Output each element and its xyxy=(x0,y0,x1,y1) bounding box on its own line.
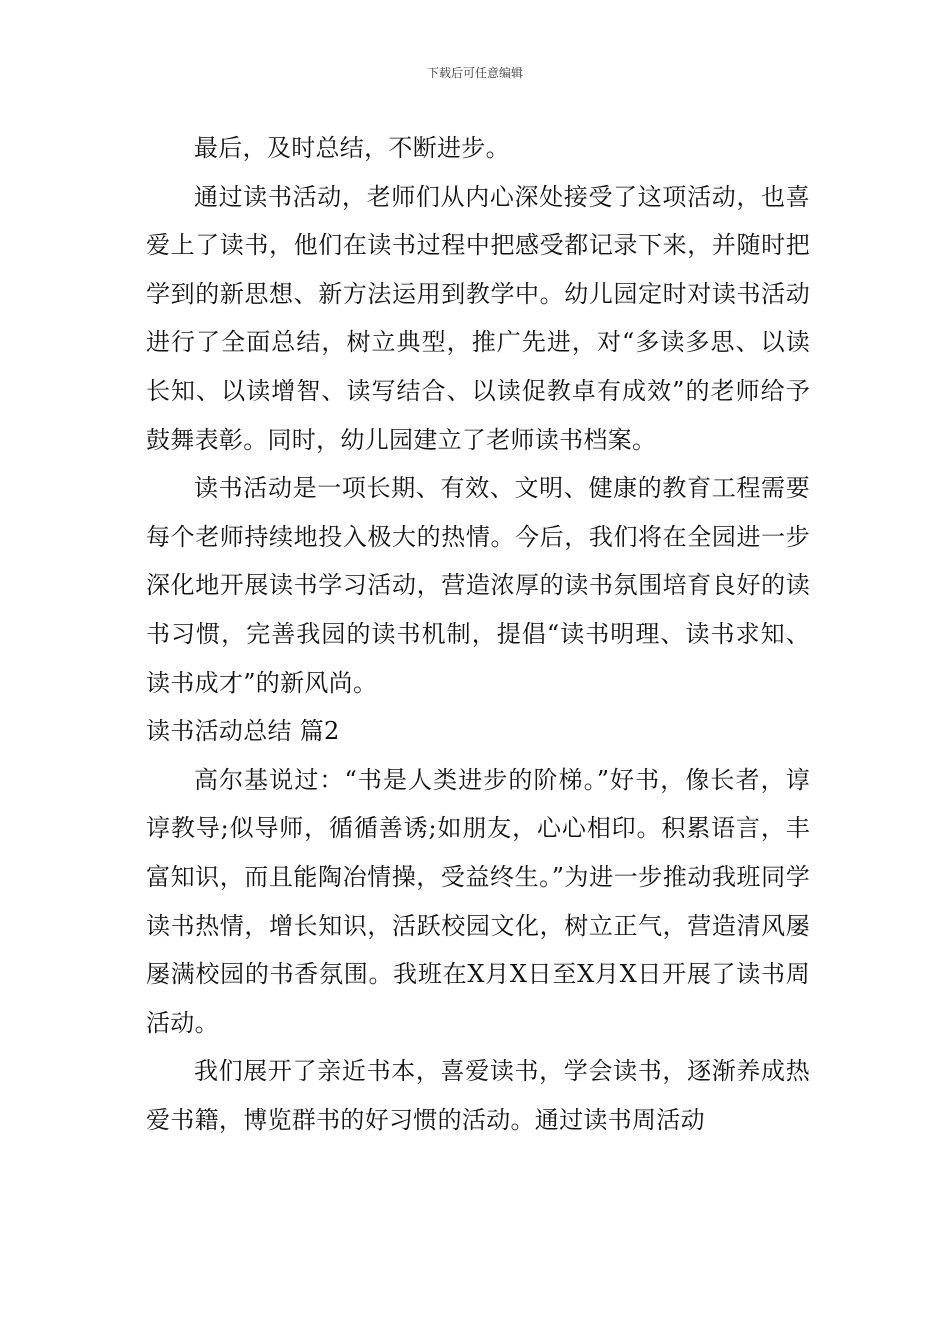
section-heading: 读书活动总结 篇2 xyxy=(146,717,340,746)
document-body xyxy=(146,124,810,1144)
paragraph: 我们展开了亲近书本，喜爱读书，学会读书，逐渐养成热爱书籍，博览群书的好习惯的活动。通过读书周活动 xyxy=(146,1057,810,1134)
paragraph: 最后，及时总结，不断进步。 xyxy=(194,134,510,162)
page-header-note: 下载后可任意编辑 xyxy=(426,66,523,80)
paragraph: 高尔基说过：“书是人类进步的阶梯。”好书，像长者，谆谆教导;似导师，循循善诱;如朋友，心心相印。积累语言，丰富知识，而且能陶冶情操，受益终生。”为进一步推动我班同学读书热情，增长知识，活跃校园文化，树立正气，营造清风屡屡满校园的书香氛围。我班在X月X日至X月X日开展了读书周活动。 xyxy=(146,765,810,1037)
paragraph: 读书活动是一项长期、有效、文明、健康的教育工程需要每个老师持续地投入极大的热情。今后，我们将在全园进一步深化地开展读书学习活动，营造浓厚的读书氛围培育良好的读书习惯，完善我园的读书机制，提倡“读书明理、读书求知、读书成才”的新风尚。 xyxy=(146,474,810,697)
paragraph: 通过读书活动，老师们从内心深处接受了这项活动，也喜爱上了读书，他们在读书过程中把感受都记录下来，并随时把学到的新思想、新方法运用到教学中。幼儿园定时对读书活动进行了全面总结，树立典型，推广先进，对“多读多思、以读长知、以读增智、读写结合、以读促教卓有成效”的老师给予鼓舞表彰。同时，幼儿园建立了老师读书档案。 xyxy=(146,182,810,454)
